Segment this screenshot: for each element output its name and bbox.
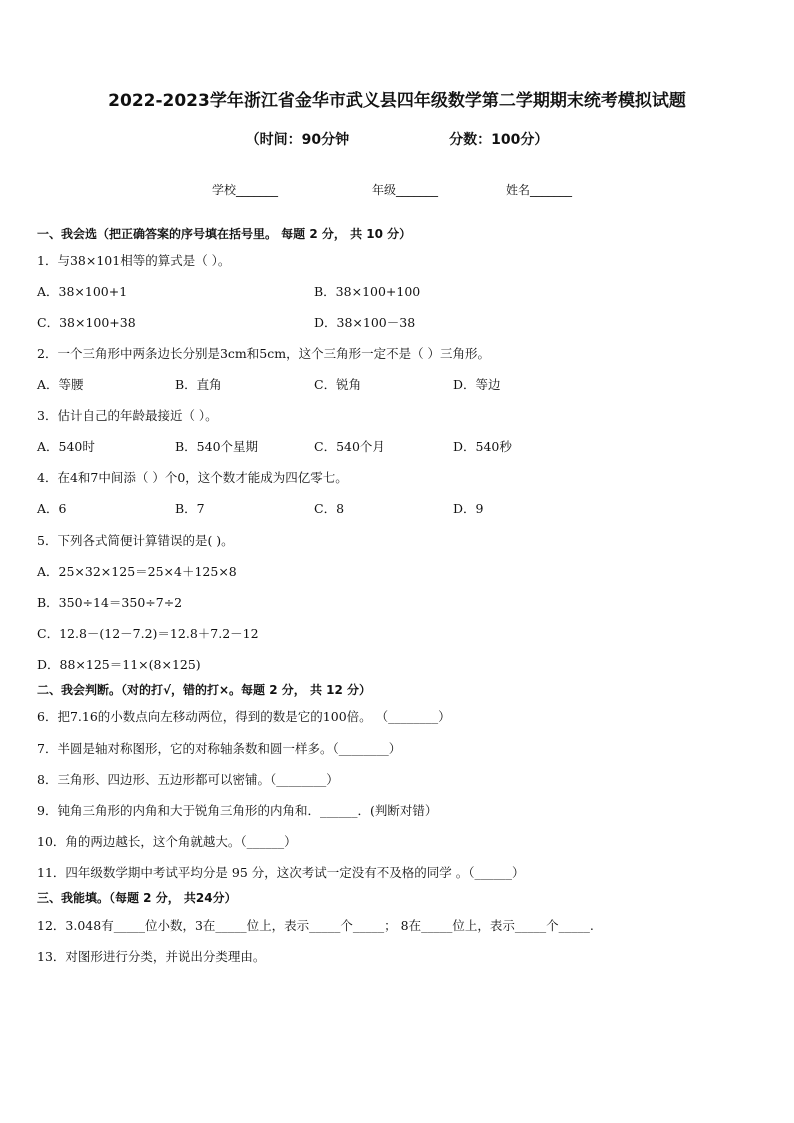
question-1-option-a: A．38×100+1 [37, 284, 128, 299]
question-2-option-c: C．锐角 [314, 377, 362, 392]
name-field: 姓名_______ [506, 183, 573, 197]
question-1-option-b: B．38×100+100 [314, 284, 421, 299]
question-13: 13．对图形进行分类，并说出分类理由。 [37, 949, 266, 964]
question-4-option-d: D．9 [453, 501, 484, 516]
question-12: 12．3.048有_____位小数，3在_____位上，表示_____个_____； 8在_____位上，表示_____个_____. [37, 918, 594, 933]
question-7: 7．半圆是轴对称图形，它的对称轴条数和圆一样多。（________） [37, 741, 402, 756]
document-title: 2022-2023学年浙江省金华市武义县四年级数学第二学期期末统考模拟试题 [108, 91, 686, 111]
question-2-option-d: D．等边 [453, 377, 501, 392]
question-2-stem: 2．一个三角形中两条边长分别是3cm和5cm，这个三角形一定不是（ ）三角形。 [37, 346, 491, 361]
question-10: 10．角的两边越长，这个角就越大。（______） [37, 834, 297, 849]
exam-meta [0, 129, 794, 149]
section-heading-judge: 二、我会判断。（对的打√，错的打×。每题 2 分， 共 12 分） [37, 683, 371, 697]
question-4-option-a: A．6 [37, 501, 67, 516]
section-heading-fill: 三、我能填。（每题 2 分， 共24分） [37, 891, 237, 905]
question-5-option-d: D．88×125＝11×(8×125) [37, 657, 201, 672]
question-3-option-b: B．540个星期 [175, 439, 259, 454]
exam-score: 分数：100分） [449, 132, 549, 148]
question-4-option-c: C．8 [314, 501, 345, 516]
section-heading-choice: 一、我会选（把正确答案的序号填在括号里。 每题 2 分， 共 10 分） [37, 227, 412, 241]
grade-field: 年级_______ [372, 183, 439, 197]
question-2-option-a: A．等腰 [37, 377, 84, 392]
question-2-option-b: B．直角 [175, 377, 222, 392]
school-field: 学校_______ [212, 183, 279, 197]
question-5-option-a: A．25×32×125＝25×4＋125×8 [37, 564, 237, 579]
question-5-option-c: C．12.8－(12－7.2)＝12.8＋7.2－12 [37, 626, 259, 641]
question-1-stem: 1．与38×101相等的算式是（ ）。 [37, 253, 231, 268]
exam-time: （时间：90分钟 [245, 132, 350, 148]
question-5-stem: 5．下列各式简便计算错误的是( )。 [37, 533, 234, 548]
question-9: 9．钝角三角形的内角和大于锐角三角形的内角和．______．(判断对错） [37, 803, 438, 818]
question-3-option-d: D．540秒 [453, 439, 512, 454]
question-1-option-d: D．38×100－38 [314, 315, 416, 330]
question-8: 8．三角形、四边形、五边形都可以密铺。（________） [37, 772, 339, 787]
question-6: 6．把7.16的小数点向左移动两位，得到的数是它的100倍。 （________） [37, 709, 451, 724]
question-5-option-b: B．350÷14＝350÷7÷2 [37, 595, 183, 610]
question-3-option-a: A．540时 [37, 439, 95, 454]
question-3-option-c: C．540个月 [314, 439, 385, 454]
question-4-stem: 4．在4和7中间添（ ）个0，这个数才能成为四亿零七。 [37, 470, 348, 485]
question-11: 11．四年级数学期中考试平均分是 95 分，这次考试一定没有不及格的同学 。（______） [37, 865, 525, 880]
question-4-option-b: B．7 [175, 501, 205, 516]
question-1-option-c: C．38×100+38 [37, 315, 136, 330]
question-3-stem: 3．估计自己的年龄最接近（ ）。 [37, 408, 218, 423]
